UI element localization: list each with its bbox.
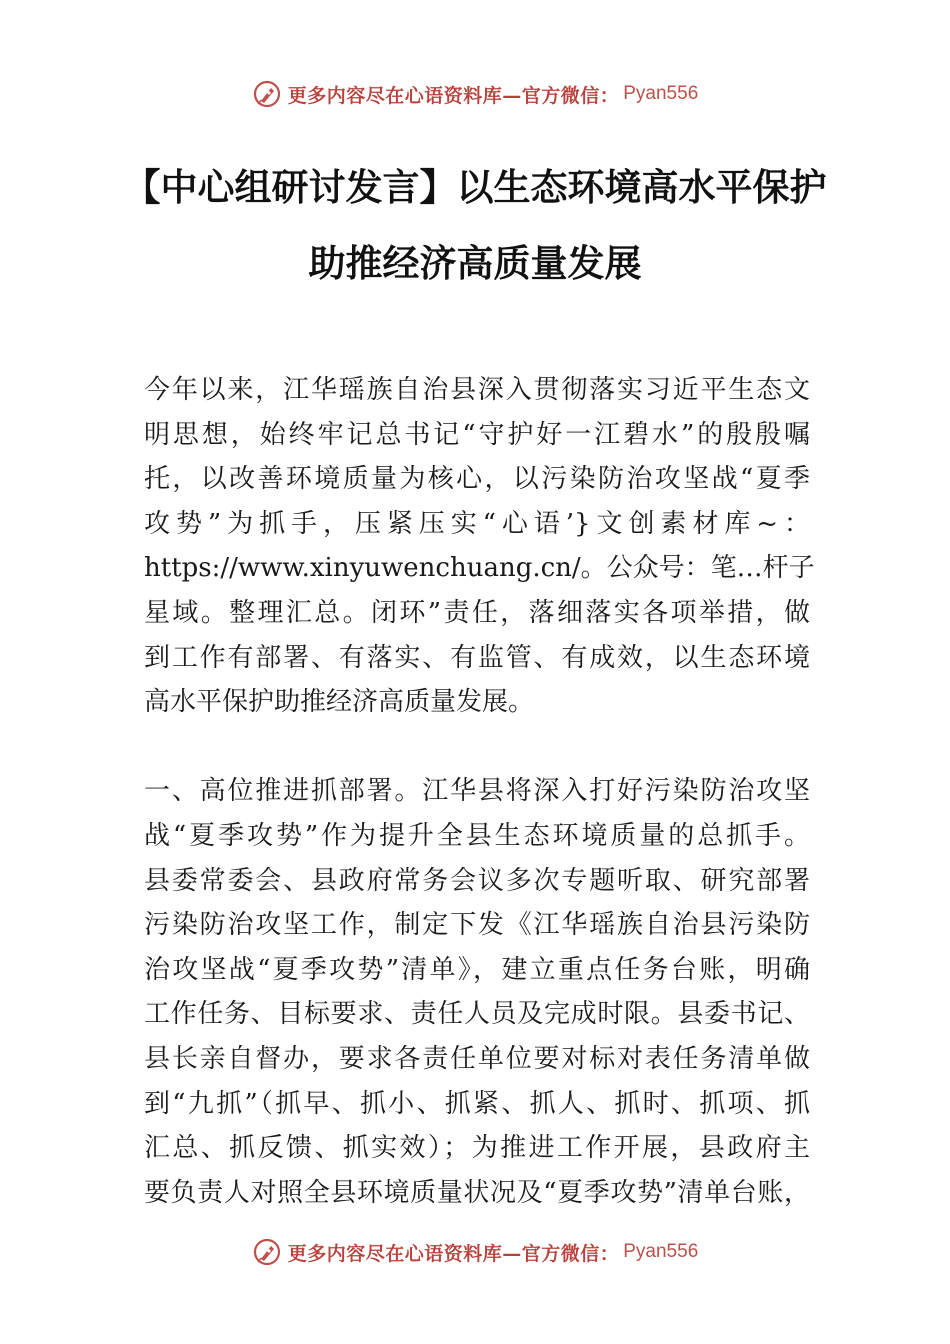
text-line: 星域。整理汇总。闭环”责任，落细落实各项举措，做 <box>144 597 810 628</box>
text-line: 县委常委会、县政府常务会议多次专题听取、研究部署 <box>144 865 810 896</box>
text-line: 一、高位推进抓部署。江华县将深入打好污染防治攻坚 <box>144 776 810 807</box>
footer-watermark <box>0 1232 950 1272</box>
text-line: 攻势”为抓手，压紧压实“心语’}文创素材库~： <box>144 508 810 539</box>
paragraph-spacer <box>144 725 810 770</box>
text-line: https://www.xinyuwenchuang.cn/。公众号：笔…杆子 <box>144 553 815 584</box>
text-line: 要负责人对照全县环境质量状况及“夏季攻势”清单台账， <box>144 1177 810 1208</box>
pen-nib-circle-icon <box>252 1237 282 1267</box>
header-watermark <box>0 74 950 114</box>
text-line: 汇总、抓反馈、抓实效）；为推进工作开展，县政府主 <box>144 1133 810 1164</box>
pen-nib-circle-icon <box>252 79 282 109</box>
title-line-2: 助推经济高质量发展 <box>308 242 642 285</box>
text-line: 到工作有部署、有落实、有监管、有成效，以生态环境 <box>144 642 810 673</box>
document-title <box>60 150 890 302</box>
watermark-wechat-id: Pyan556 <box>623 83 699 104</box>
text-line: 今年以来，江华瑶族自治县深入贯彻落实习近平生态文 <box>144 375 810 405</box>
text-line: 托，以改善环境质量为核心，以污染防治攻坚战“夏季 <box>144 464 810 495</box>
paragraph-section-one <box>144 769 810 1215</box>
text-line: 到“九抓”（抓早、抓小、抓紧、抓人、抓时、抓项、抓 <box>144 1088 810 1119</box>
watermark-wechat-id: Pyan556 <box>623 1241 699 1262</box>
text-line: 高水平保护助推经济高质量发展。 <box>144 687 535 718</box>
text-line: 战“夏季攻势”作为提升全县生态环境质量的总抓手。 <box>144 820 810 851</box>
paragraph-intro <box>144 368 815 725</box>
text-line: 县长亲自督办，要求各责任单位要对标对表任务清单做 <box>144 1043 810 1074</box>
watermark-text: 更多内容尽在心语资料库—官方微信： <box>287 84 620 107</box>
text-line: 污染防治攻坚工作，制定下发《江华瑶族自治县污染防 <box>144 910 810 941</box>
text-line: 工作任务、目标要求、责任人员及完成时限。县委书记、 <box>144 999 810 1030</box>
watermark-text: 更多内容尽在心语资料库—官方微信： <box>287 1242 620 1265</box>
title-line-1: 【中心组研讨发言】以生态环境高水平保护 <box>123 166 827 209</box>
text-line: 明思想，始终牢记总书记“守护好一江碧水”的殷殷嘱 <box>144 419 810 450</box>
document-body <box>144 368 815 1215</box>
text-line: 治攻坚战“夏季攻势”清单》，建立重点任务台账，明确 <box>144 954 810 985</box>
